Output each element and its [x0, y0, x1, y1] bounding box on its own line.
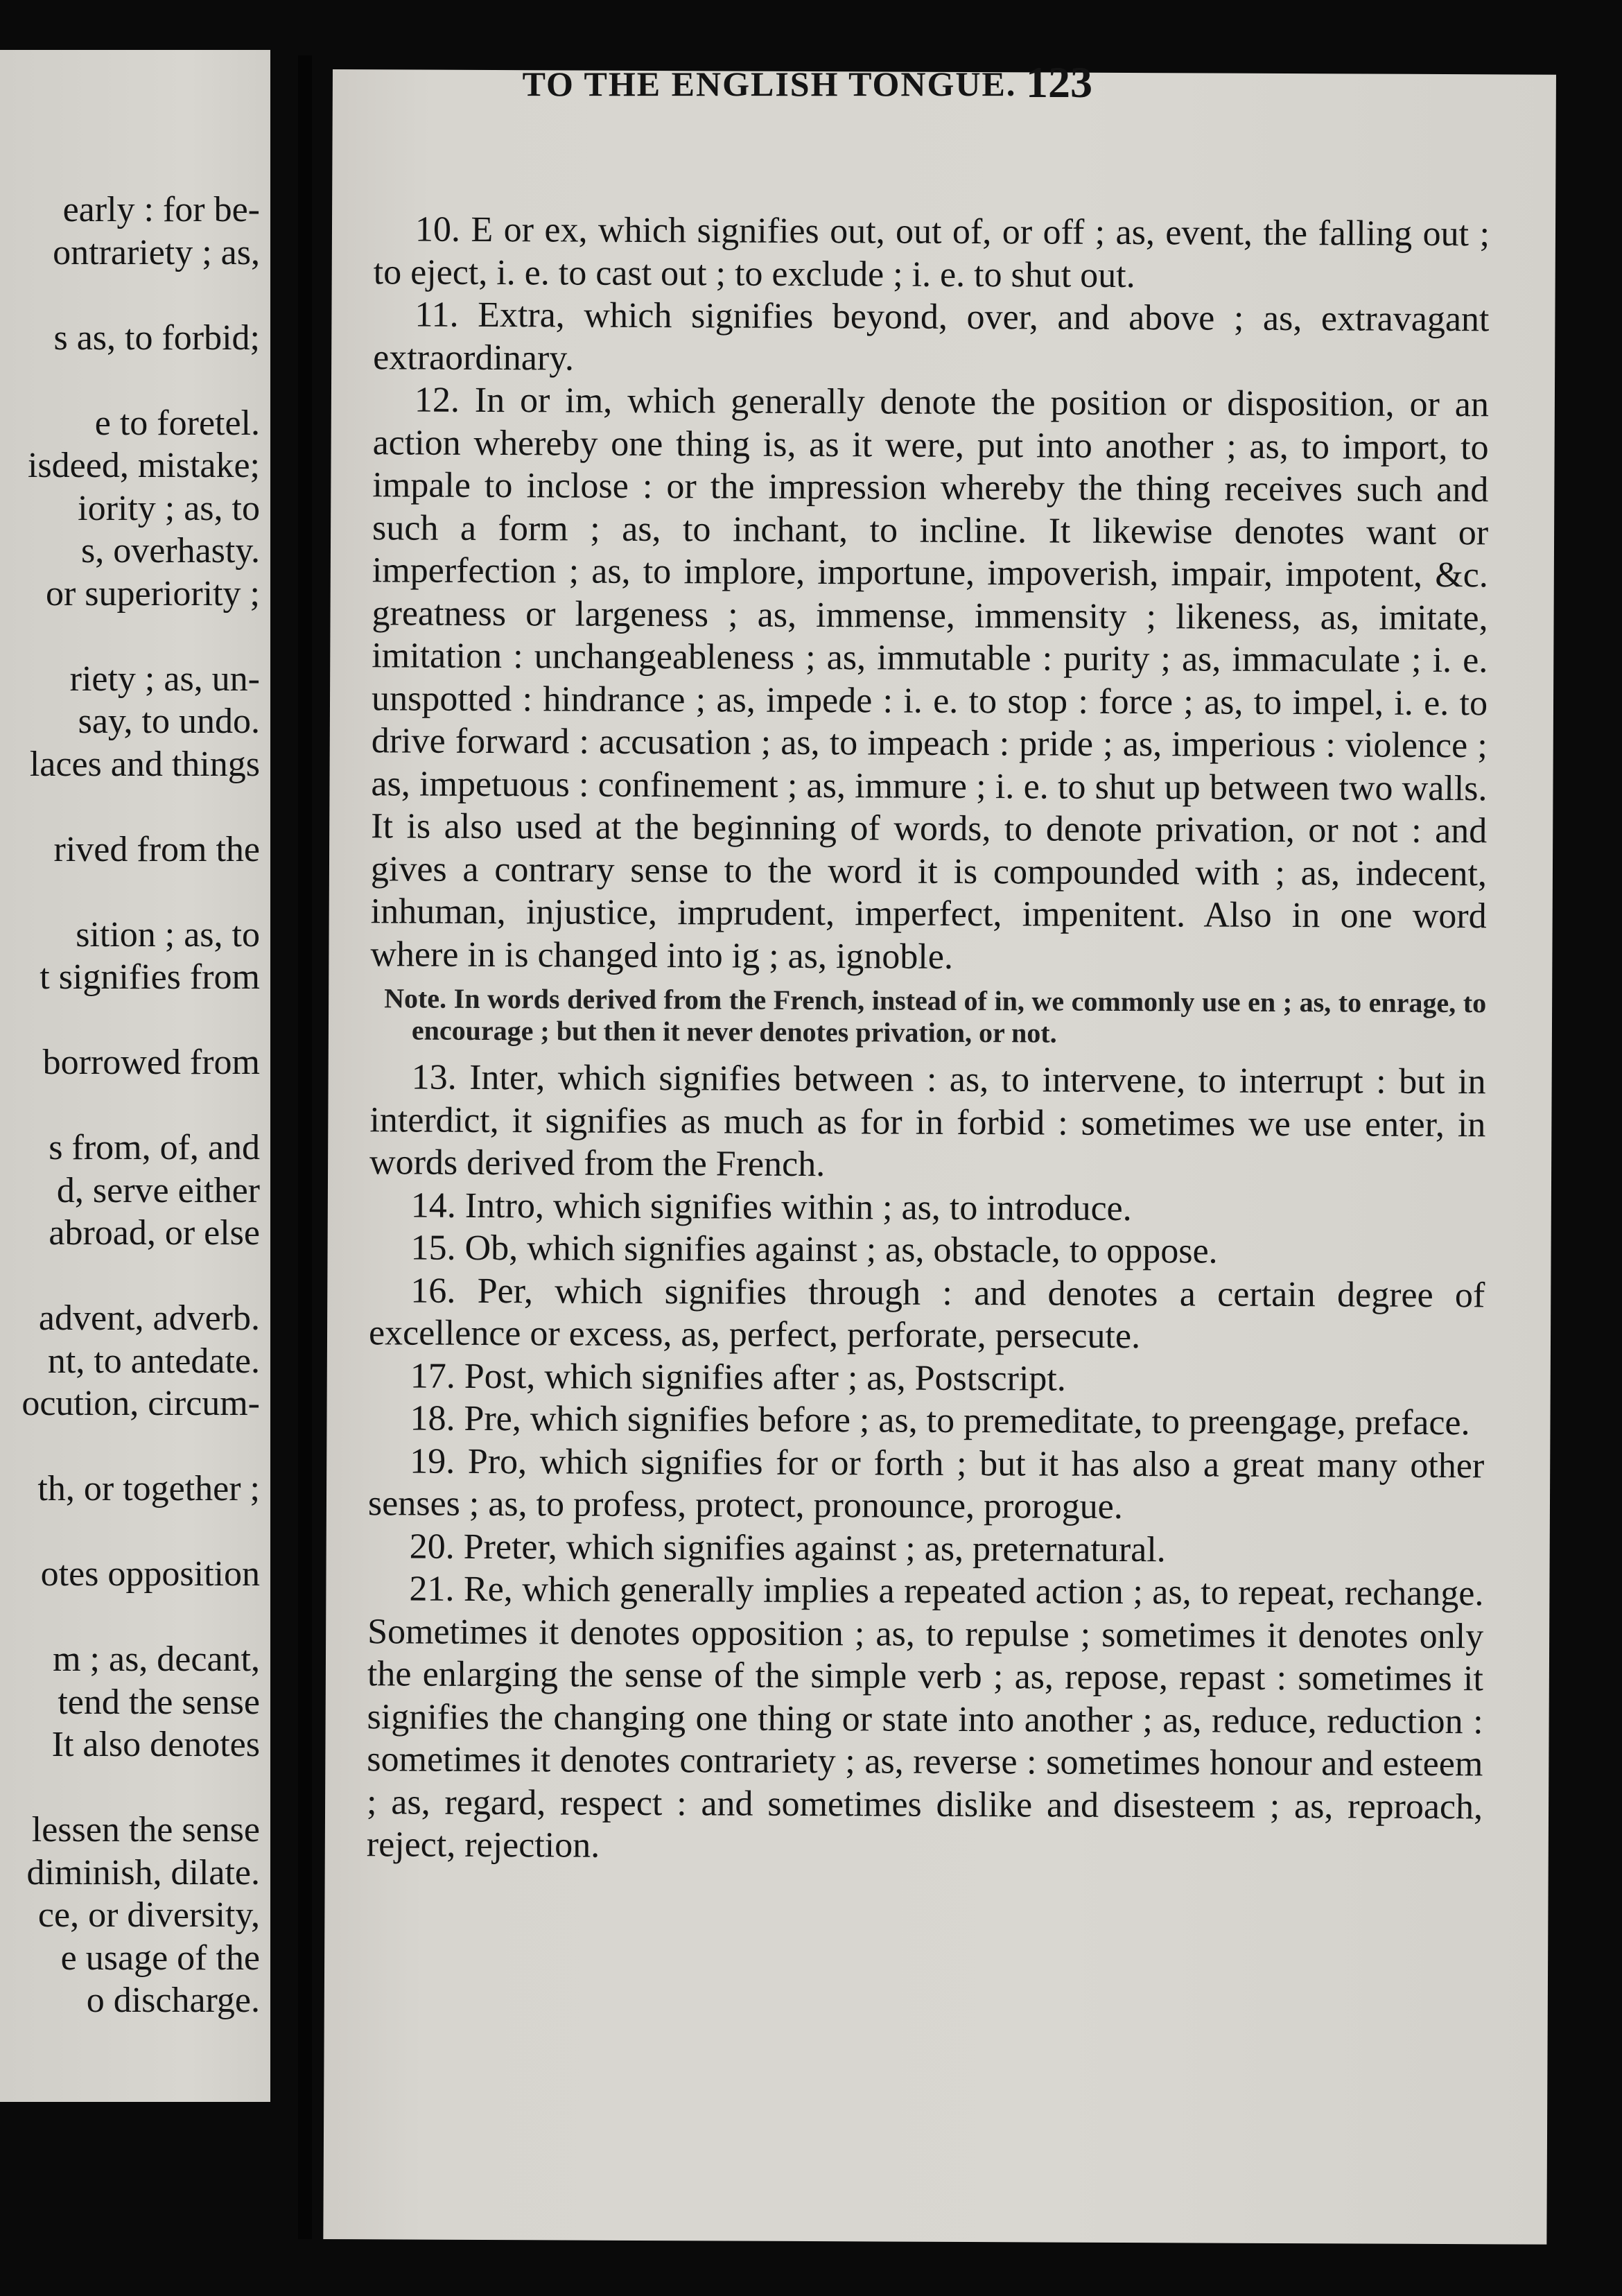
left-line [0, 785, 260, 828]
paragraph-13: 13. Inter, which signifies between : as, to intervene, to interrupt : but in interdict, it signifies as much as for in forbid : sometimes we use enter, in words derived from the French. [369, 1057, 1486, 1185]
left-line: tend the sense [58, 1682, 260, 1722]
left-line [0, 871, 260, 914]
left-line: o discharge. [86, 1981, 260, 2020]
left-line [0, 1425, 260, 1468]
left-line: riety ; as, un- [69, 659, 260, 699]
left-line: m ; as, decant, [53, 1640, 260, 1679]
paragraph-16: 16. Per, which signifies through : and denotes a certain degree of excellence or excess, as, perfect, perforate, persecute. [368, 1271, 1485, 1357]
left-line [0, 1766, 260, 1809]
left-line: rived from the [53, 829, 260, 869]
paragraph-10: 10. E or ex, which signifies out, out of, or off ; as, event, the falling out ; to eject, i. e. to cast out ; to exclude ; i. e. to shut out. [373, 209, 1490, 295]
left-line: nt, to antedate. [47, 1341, 260, 1381]
right-page [323, 69, 1556, 2245]
left-line: s as, to forbid; [53, 318, 260, 358]
left-line [0, 1255, 260, 1298]
left-line: abroad, or else [49, 1213, 260, 1253]
left-line: ontrariety ; as, [53, 232, 260, 272]
left-line [0, 999, 260, 1042]
left-line: early : for be- [62, 190, 260, 229]
left-line: It also denotes [51, 1725, 260, 1764]
left-line: t signifies from [40, 957, 260, 997]
note-paragraph: Note. In words derived from the French, instead of in, we commonly use en ; as, to enrage, to encourage ; but then it never denotes privation, or not. [384, 982, 1487, 1049]
left-line: sition ; as, to [76, 914, 260, 955]
left-page-text [0, 189, 260, 2022]
left-line: or superiority ; [45, 573, 260, 614]
left-line: e to foretel. [94, 403, 260, 443]
page-number: 123 [1026, 58, 1092, 107]
paragraph-17: 17. Post, which signifies after ; as, Postscript. [410, 1356, 1066, 1399]
left-line: s, overhasty. [80, 531, 260, 571]
left-line [0, 615, 260, 658]
left-line [0, 359, 260, 402]
left-line [0, 1511, 260, 1554]
left-line: laces and things [29, 744, 260, 784]
paragraph-12: 12. In or im, which generally denote the position or disposition, or an action whereby one thing is, as it were, put into another ; as, to import, to impale to inclose : or the impression whereby the thing receives such and such a form ; as, to inchant, to incline. It likewise denotes want or imperfection ; as, to implore, importune, impoverish, impair, impotent, &c. greatness or largeness ; as, immense, immensity ; likeness, as, imitate, imitation : unchangeableness ; as, immutable : purity ; as, immaculate ; i. e. unspotted : hindrance ; as, impede : i. e. to stop : force ; as, to impel, i. e. to drive forward : accusation ; as, to impeach : pride ; as, imperious : violence ; as, impetuous : confinement ; as, immure ; i. e. to shut up between two walls. It is also used at the beginning of words, to denote privation, or not : and gives a contrary sense to the word it is compounded with ; as, indecent, inhuman, injustice, imprudent, imperfect, impenitent. Also in one word where in is changed into ig ; as, ignoble. [370, 380, 1490, 977]
left-line: diminish, dilate. [26, 1852, 260, 1893]
paragraph-21: 21. Re, which generally implies a repeated action ; as, to repeat, rechange. Sometimes it denotes opposition ; as, to repulse ; sometimes it denotes only the enlarging the sense of the simple verb ; as, repose, repast : sometimes it signifies the changing one thing or state into another ; as, reduce, reduction : sometimes it denotes contrariety ; as, reverse : sometimes honour and esteem ; as, regard, respect : and sometimes dislike and disesteem ; as, reproach, reject, rejection. [366, 1569, 1484, 1866]
paragraph-20: 20. Preter, which signifies against ; as, preternatural. [409, 1527, 1166, 1569]
left-line: lessen the sense [31, 1810, 260, 1850]
left-line [0, 274, 260, 317]
left-line: e usage of the [60, 1938, 260, 1978]
left-line: advent, adverb. [38, 1298, 260, 1338]
left-line: otes opposition [40, 1554, 260, 1594]
left-line: th, or together ; [37, 1469, 260, 1508]
paragraph-14: 14. Intro, which signifies within ; as, to introduce. [410, 1185, 1132, 1228]
left-line: d, serve either [56, 1170, 260, 1210]
left-line [0, 1084, 260, 1127]
left-line [0, 1596, 260, 1639]
paragraph-11: 11. Extra, which signifies beyond, over, and above ; as, extravagant extraordinary. [373, 295, 1490, 379]
paragraph-19: 19. Pro, which signifies for or forth ; but it has also a great many other senses ; as, to profess, protect, pronounce, prorogue. [367, 1441, 1485, 1527]
left-line: s from, of, and [49, 1128, 260, 1167]
left-line: iority ; as, to [78, 488, 260, 528]
paragraph-15: 15. Ob, which signifies against ; as, obstacle, to oppose. [410, 1228, 1218, 1271]
page-body [367, 208, 1490, 1871]
left-line: ocution, circum- [21, 1384, 260, 1423]
paragraph-18: 18. Pre, which signifies before ; as, to premeditate, to preengage, preface. [410, 1398, 1470, 1443]
left-line: borrowed from [42, 1043, 260, 1082]
left-page [0, 50, 270, 2102]
book-gutter [298, 55, 312, 2239]
left-line: say, to undo. [78, 702, 260, 741]
left-line: isdeed, mistake; [27, 446, 260, 485]
left-line: ce, or diversity, [37, 1895, 260, 1935]
running-head: TO THE ENGLISH TONGUE. [522, 64, 1017, 103]
